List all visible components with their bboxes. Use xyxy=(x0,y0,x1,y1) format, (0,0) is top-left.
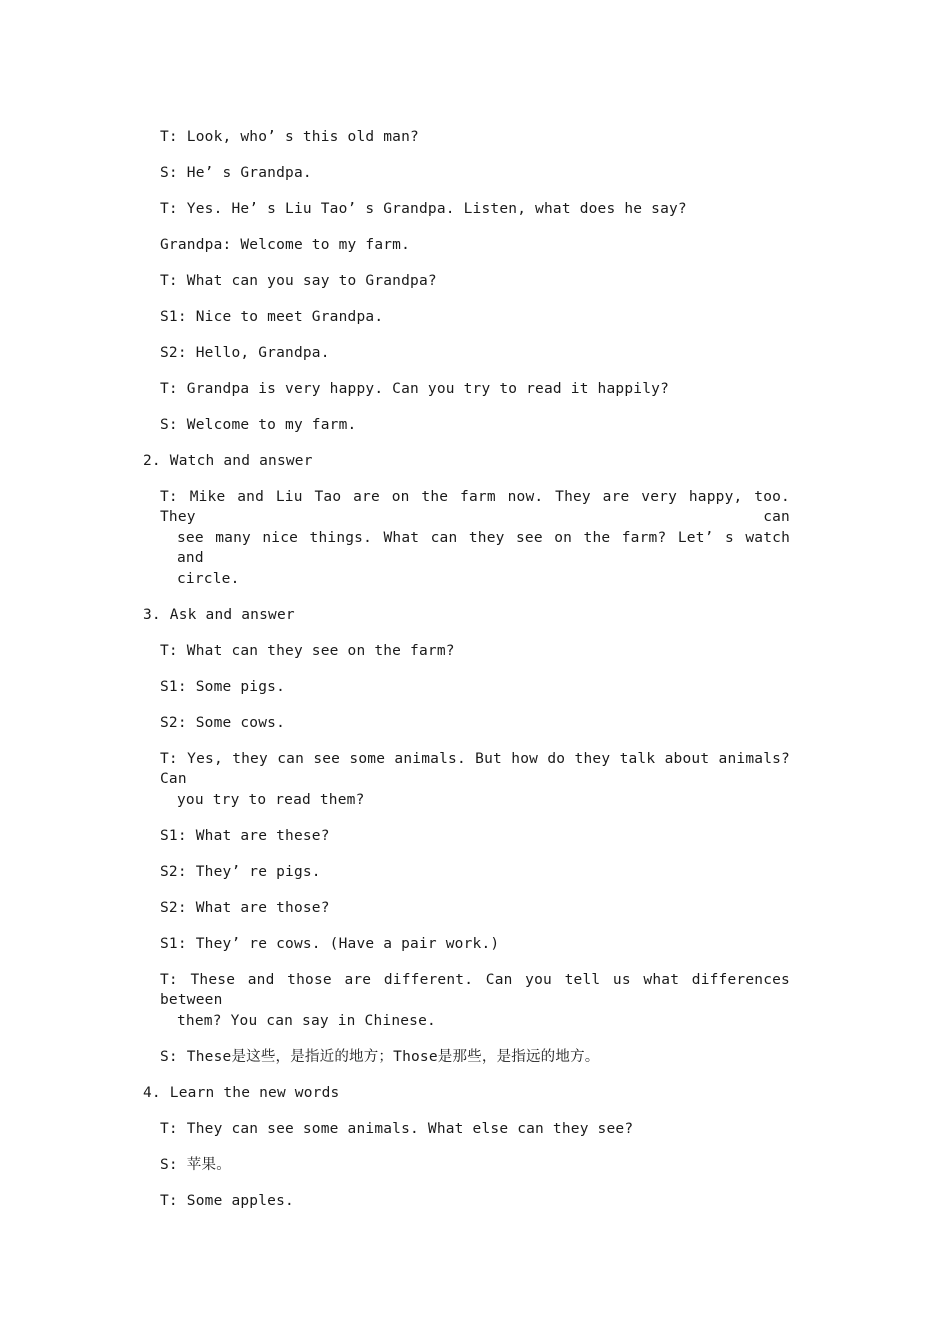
dialogue-line: T: Yes. He’ s Liu Tao’ s Grandpa. Listen, what does he say? xyxy=(160,201,687,217)
dialogue-line: S1: Nice to meet Grandpa. xyxy=(160,309,384,325)
dialogue-line: T: They can see some animals. What else can they see? xyxy=(160,1121,634,1137)
dialogue-line: T: What can they see on the farm? xyxy=(160,643,455,659)
dialogue-line: S2: Some cows. xyxy=(160,715,286,731)
dialogue-line: S1: What are these? xyxy=(160,828,330,844)
dialogue-line: S1: They’ re cows. (Have a pair work.) xyxy=(160,936,500,952)
section-heading: 2. Watch and answer xyxy=(143,453,313,469)
dialogue-line: T: These and those are different. Can you tell us what differences between xyxy=(160,972,790,1008)
dialogue-line: S1: Some pigs. xyxy=(160,679,286,695)
dialogue-line: T: What can you say to Grandpa? xyxy=(160,273,437,289)
dialogue-line: Grandpa: Welcome to my farm. xyxy=(160,237,411,253)
dialogue-line: T: Yes, they can see some animals. But how do they talk about animals? Can xyxy=(160,751,790,787)
dialogue-line: T: Some apples. xyxy=(160,1193,294,1209)
dialogue-line: S: He’ s Grandpa. xyxy=(160,165,312,181)
dialogue-line-continuation: them? You can say in Chinese. xyxy=(177,1013,436,1029)
dialogue-line: S2: Hello, Grandpa. xyxy=(160,345,330,361)
dialogue-line: S: These是这些，是指近的地方；Those是那些，是指远的地方。 xyxy=(160,1049,600,1065)
dialogue-line: S: 苹果。 xyxy=(160,1157,231,1173)
dialogue-line: S2: What are those? xyxy=(160,900,330,916)
dialogue-line: S: Welcome to my farm. xyxy=(160,417,357,433)
dialogue-line-continuation: see many nice things. What can they see on the farm? Let’ s watch and xyxy=(177,530,790,566)
dialogue-line: T: Grandpa is very happy. Can you try to read it happily? xyxy=(160,381,669,397)
dialogue-line: T: Mike and Liu Tao are on the farm now. They are very happy, too. They can xyxy=(160,489,790,525)
dialogue-line: T: Look, who’ s this old man? xyxy=(160,129,419,145)
dialogue-line-continuation: you try to read them? xyxy=(177,792,365,808)
section-heading: 4. Learn the new words xyxy=(143,1085,340,1101)
section-heading: 3. Ask and answer xyxy=(143,607,295,623)
dialogue-line: S2: They’ re pigs. xyxy=(160,864,321,880)
dialogue-line-continuation: circle. xyxy=(177,571,240,587)
